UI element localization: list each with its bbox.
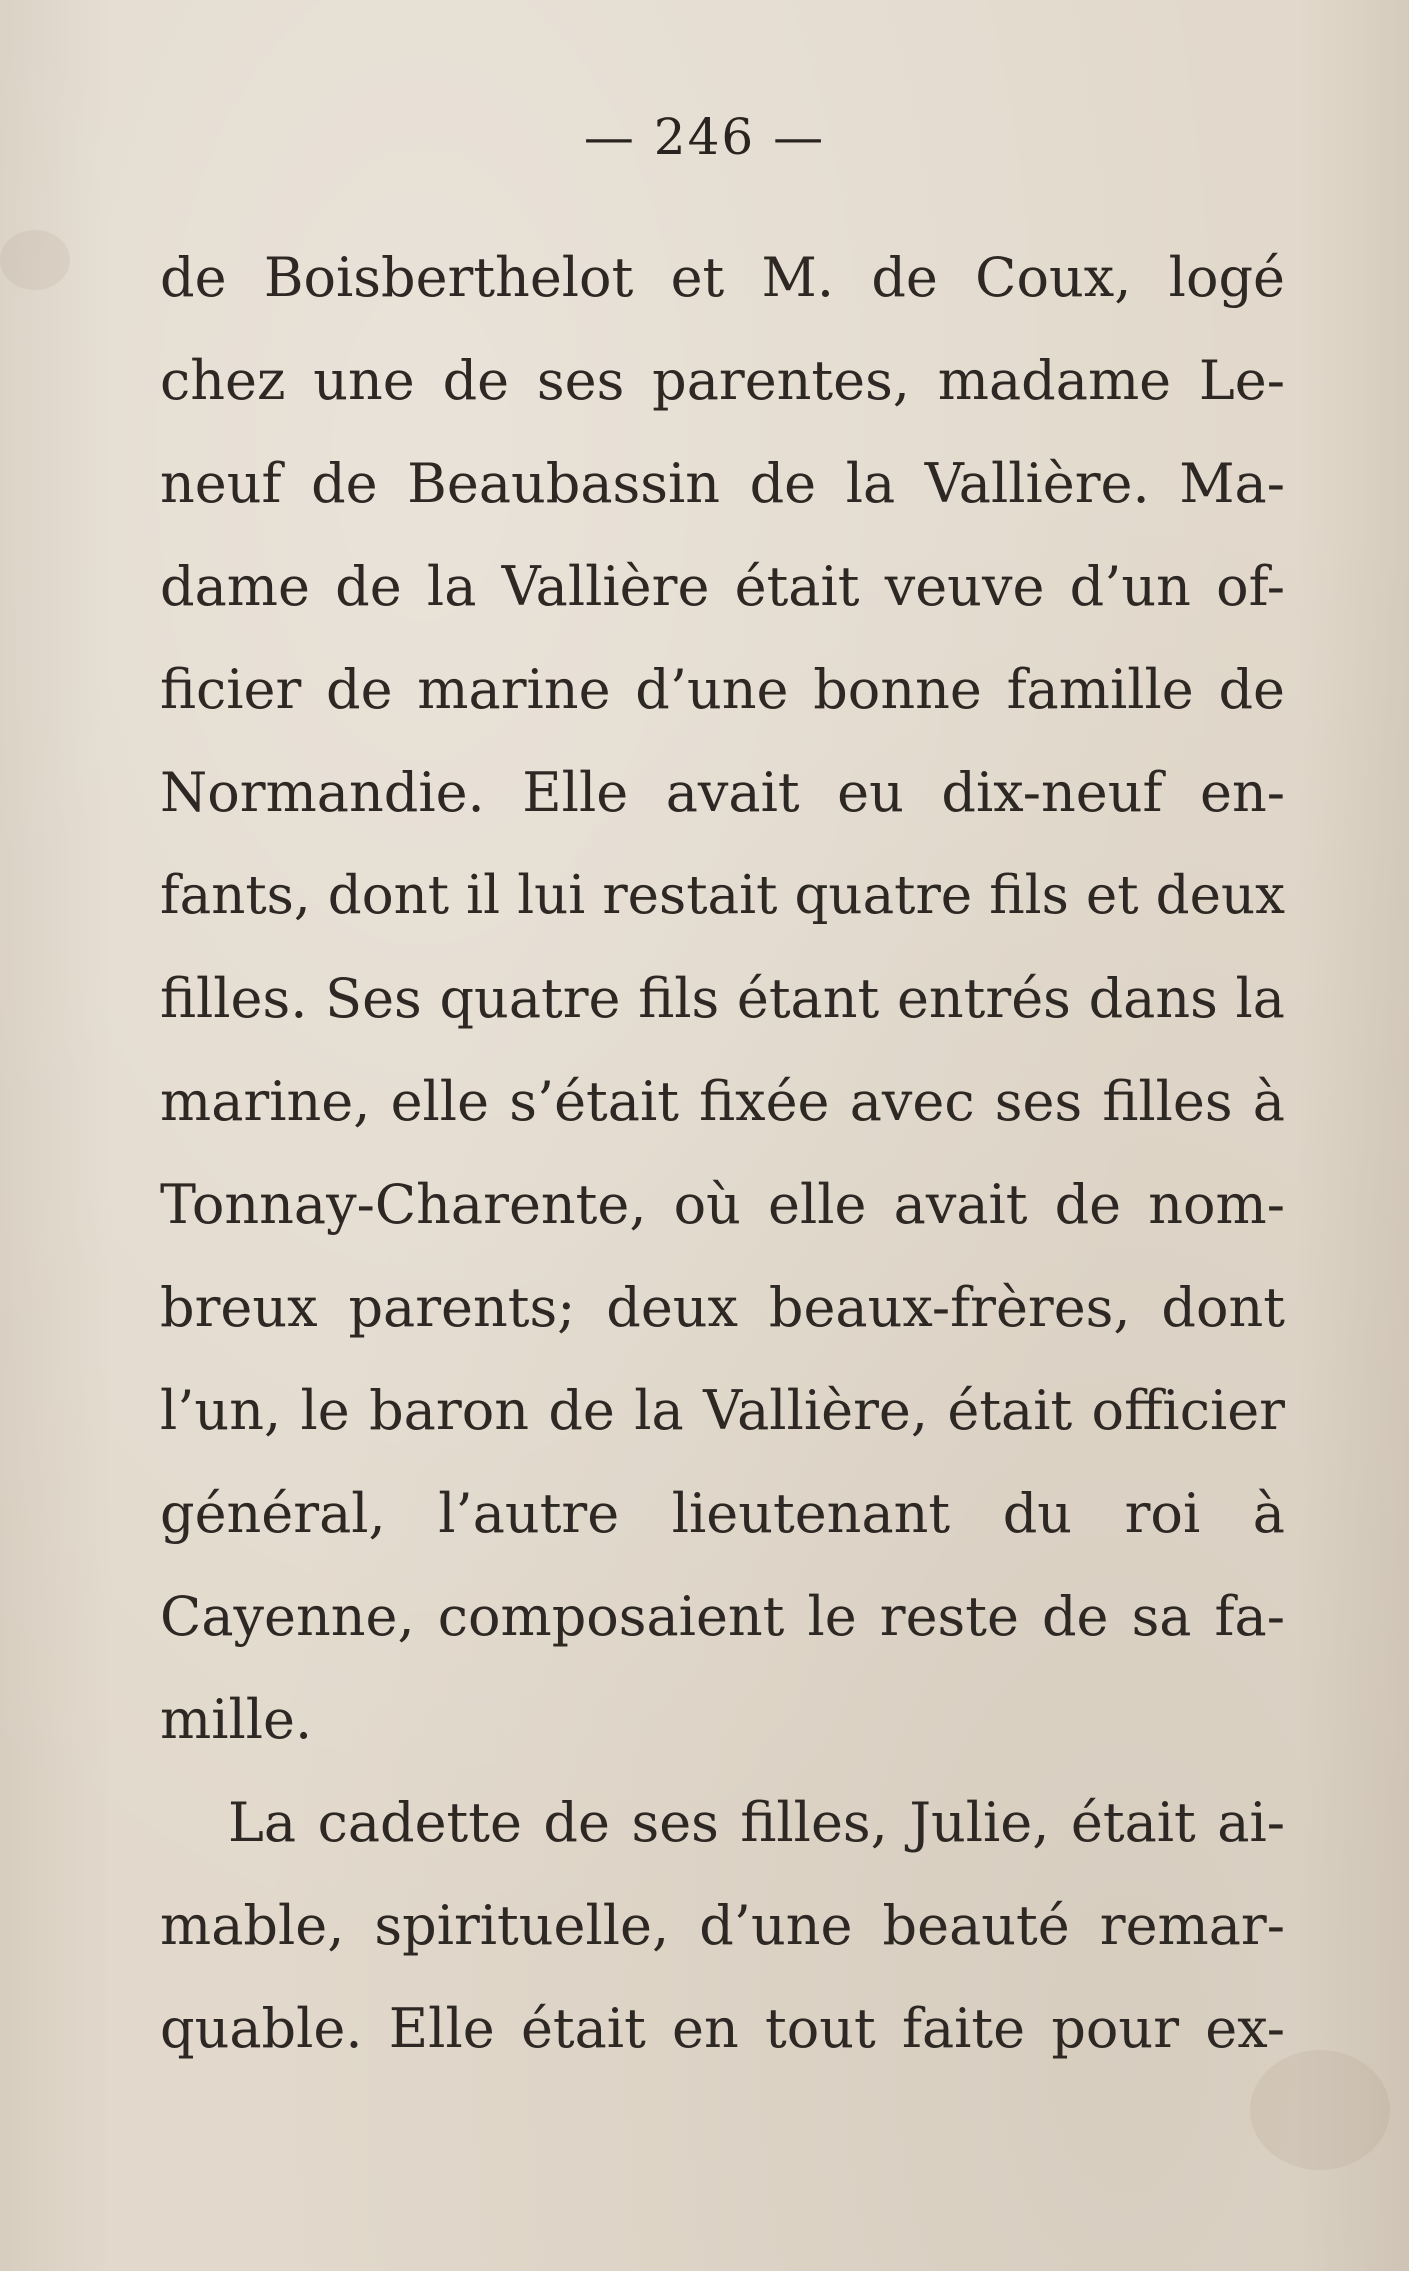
paragraph-1 — [160, 226, 1285, 1771]
text-line: mable, spirituelle, d’une beauté remar- — [160, 1894, 1285, 1957]
text-line: de Boisberthelot et M. de Coux, logé — [160, 246, 1285, 309]
text-line: neuf de Beaubassin de la Vallière. Ma- — [160, 452, 1285, 515]
text-line: dame de la Vallière était veuve d’un of- — [160, 555, 1285, 618]
text-line: marine, elle s’était fixée avec ses filles à — [160, 1070, 1285, 1133]
text-line: ficier de marine d’une bonne famille de — [160, 658, 1285, 721]
text-line: l’un, le baron de la Vallière, était officier — [160, 1379, 1285, 1442]
text-line: Cayenne, composaient le reste de sa fa- — [160, 1585, 1285, 1648]
paper-stain — [0, 230, 70, 290]
text-line: quable. Elle était en tout faite pour ex- — [160, 1997, 1285, 2060]
text-line: breux parents; deux beaux-frères, dont — [160, 1276, 1285, 1339]
text-line: La cadette de ses filles, Julie, était ai- — [228, 1791, 1285, 1854]
text-line: Tonnay-Charente, où elle avait de nom- — [160, 1173, 1285, 1236]
text-line: filles. Ses quatre fils étant entrés dans la — [160, 967, 1285, 1030]
body-text — [160, 226, 1285, 2080]
text-line: mille. — [160, 1688, 313, 1751]
text-line: général, l’autre lieutenant du roi à — [160, 1482, 1285, 1545]
paragraph-2 — [160, 1771, 1285, 2080]
text-line: Normandie. Elle avait eu dix-neuf en- — [160, 761, 1285, 824]
text-line: fants, dont il lui restait quatre fils et deux — [160, 865, 1285, 926]
text-line: chez une de ses parentes, madame Le- — [160, 349, 1285, 412]
page-number: — 246 — — [583, 108, 826, 166]
